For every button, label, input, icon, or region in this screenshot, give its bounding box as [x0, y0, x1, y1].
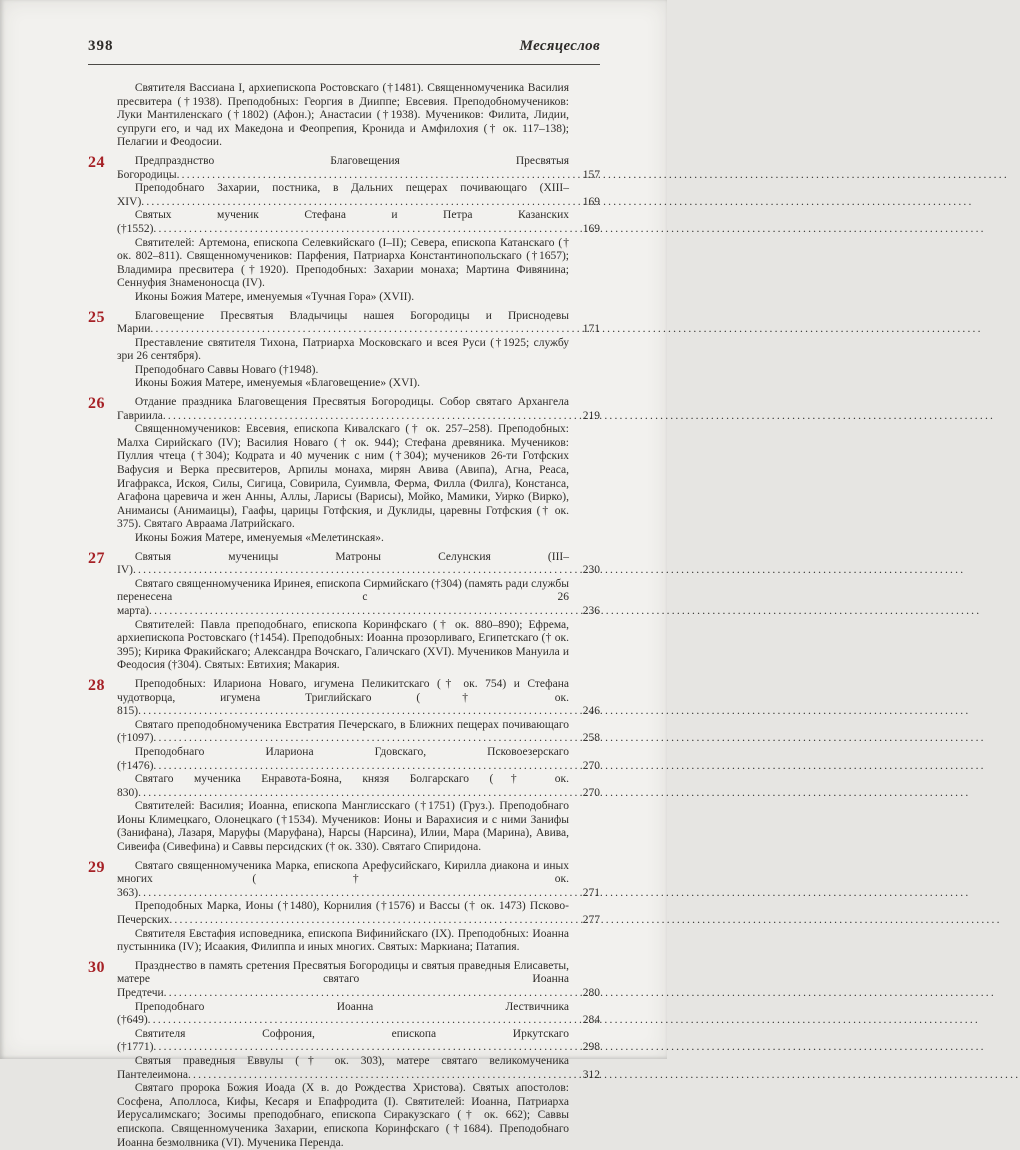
entry-text: Преподобнаго Захарии, постника, в Дальних пещерах почивающаго (XIII–XIV) .....	[117, 182, 569, 209]
entry-page-number: 171	[582, 323, 600, 336]
toc-entry	[117, 237, 600, 291]
toc-entry	[117, 1055, 600, 1082]
entry-text: Святаго священномученика Иринея, епископа Сирмийскаго (†304) (память ради службы перенесена с 26 марта) .....	[117, 578, 569, 619]
toc-entry	[117, 928, 600, 955]
toc-entry	[117, 719, 600, 746]
day-entries	[117, 82, 600, 150]
day-number: 28	[88, 676, 105, 694]
day-section	[88, 960, 600, 1150]
entry-page-number: 280	[582, 987, 600, 999]
entry-page-number: 312	[582, 1068, 600, 1081]
day-number: 30	[88, 958, 105, 976]
entry-page-number: 246	[582, 705, 600, 718]
day-entries	[117, 551, 600, 673]
day-number: 25	[88, 308, 105, 326]
day-section	[88, 678, 600, 855]
toc-entry	[117, 773, 600, 800]
toc-entry	[117, 310, 600, 337]
entry-page-number: 157	[582, 168, 600, 181]
entry-text: Святаго мученика Енравота-Бояна, князя Болгарскаго († ок. 830) .....	[117, 773, 569, 800]
day-entries	[117, 396, 600, 546]
day-section	[88, 396, 600, 546]
entry-page-number: 284	[582, 1014, 600, 1027]
toc-entry	[117, 155, 600, 182]
entry-page-number: 258	[582, 732, 600, 745]
day-section	[88, 155, 600, 305]
entry-text: Предпразднство Благовещения Пресвятыя Богородицы .....	[117, 155, 569, 182]
toc-entry	[117, 1028, 600, 1055]
toc-entry	[117, 291, 600, 305]
toc-entry	[117, 860, 600, 901]
toc-entry	[117, 578, 600, 619]
entry-text: Святыя праведныя Еввулы († ок. 303), матере святаго великомученика Пантелеимона .....	[117, 1055, 569, 1082]
folio-page-number: 398	[88, 38, 114, 54]
day-number: 29	[88, 858, 105, 876]
entry-text: Священномучеников: Евсевия, епископа Кивалскаго († ок. 257–258). Преподобных: Малха Сирийскаго (IV); Василия Новаго († ок. 944); Стефана древяника. Мучеников: Пуллия чтеца (†304); Кодрата и 40 мученик с ним (†304); мучеников 26-ти Готфских Вафусия и Верка пресвитеров, Арпилы монаха, мирян Авива (Авипа), Агна, Реаса, Игафракса, Искоя, Силы, Сигица, Совирила, Суимвла, Ферма, Филла (Филга), Констанса, Агафона царевича и жен Анны, Аллы, Ларисы (Варисы), Мойко, Мамики, Уирко (Вирко), Анимаисы (Анимаицы), Гаафы, царицы Готфския, и Дуклиды, царевны Готфския († ок. 375). Святаго Авраама Латрийскаго.	[117, 423, 569, 531]
entry-text: Преподобнаго Илариона Гдовскаго, Псковоезерскаго (†1476) .....	[117, 746, 569, 773]
entry-page-number: 169	[582, 195, 600, 208]
toc-entry	[117, 1001, 600, 1028]
entry-text: Святителя Софрония, епископа Иркутскаго (†1771) .....	[117, 1028, 569, 1055]
entry-text: Преподобнаго Саввы Новаго (†1948).	[134, 363, 319, 376]
toc-entry	[117, 423, 600, 532]
entry-page-number: 298	[582, 1041, 600, 1054]
day-number: 26	[88, 395, 105, 413]
entry-text: Иконы Божия Матере, именуемыя «Тучная Гора» (XVII).	[134, 290, 415, 303]
toc-entry	[117, 800, 600, 854]
toc-entry	[117, 182, 600, 209]
entry-text: Преподобных: Илариона Новаго, игумена Пеликитскаго († ок. 754) и Стефана чудотворца, игумена Триглийскаго († ок. 815) .....	[117, 678, 569, 719]
entry-text: Святаго пророка Божия Иоада (X в. до Рождества Христова). Святых апостолов: Сосфена, Аполлоса, Кифы, Кесаря и Епафродита (I). Святителей: Иоанна, Патриарха Иерусалимскаго; Зосимы преподобнаго, епископа Сиракузскаго († ок. 662); Саввы епископа. Священномученика Захарии, епископа Коринфскаго (†1684). Преподобнаго Иоанна безмолвника (VI). Мученика Перенда.	[117, 1082, 569, 1149]
entry-page-number: 230	[582, 564, 600, 577]
entry-text: Святителей: Артемона, епископа Селевкийскаго (I–II); Севера, епископа Катанскаго († ок. 802–811). Священномучеников: Парфения, Патриарха Константинопольскаго (†1657); Владимира пресвитера (†1920). Преподобных: Захарии монаха; Мартина Фивянина; Сеннуфия Знаменоносца (IV).	[117, 236, 569, 290]
day-entries	[117, 310, 600, 392]
toc-entry	[117, 82, 600, 150]
day-entries	[117, 860, 600, 955]
entry-text: Святаго преподобномученика Евстратия Печерскаго, в Ближних пещерах почивающаго (†1097) .....	[117, 719, 569, 746]
entry-page-number: 270	[582, 786, 600, 799]
toc-entry	[117, 532, 600, 546]
day-section	[88, 310, 600, 392]
day-entries	[117, 678, 600, 855]
running-title: Месяцеслов	[519, 38, 600, 54]
toc-entry	[117, 900, 600, 927]
day-section	[88, 551, 600, 673]
toc-content	[88, 82, 600, 1150]
toc-entry	[117, 551, 600, 578]
entry-page-number: 219	[582, 409, 600, 422]
entry-page-number: 270	[582, 759, 600, 772]
toc-entry	[117, 1082, 600, 1150]
entry-page-number: 271	[582, 886, 600, 899]
entry-text: Святителя Вассиана I, архиепископа Ростовскаго (†1481). Священномученика Василия пресвитера (†1938). Преподобных: Георгия в Дииппе; Евсевия. Преподобномучеников: Луки Мантиленскаго (†1802) (Афон.); Анастасии (†1938). Мучеников: Филита, Лидии, супруги его, и чад их Македона и Феопрепия, Кронида и Амфилохия († ок. 117–138); Пелагии и Феодосии.	[117, 82, 569, 149]
toc-entry	[117, 377, 600, 391]
entry-page-number: 277	[582, 914, 600, 927]
entry-text: Святыя мученицы Матроны Селунския (III–IV) .....	[117, 551, 569, 578]
entry-page-number: 169	[582, 222, 600, 235]
entry-text: Святых мученик Стефана и Петра Казанских (†1552) .....	[117, 209, 569, 236]
entry-text: Благовещение Пресвятыя Владычицы нашея Богородицы и Приснодевы Марии .....	[117, 310, 569, 337]
day-section	[88, 82, 600, 150]
entry-text: Святаго священномученика Марка, епископа Арефусийскаго, Кирилла диакона и иных многих († ок. 363) .....	[117, 860, 569, 901]
toc-entry	[117, 364, 600, 378]
toc-entry	[117, 337, 600, 364]
toc-entry	[117, 746, 600, 773]
toc-entry	[117, 960, 600, 1001]
header-rule	[88, 64, 600, 65]
entry-text: Святителей: Василия; Иоанна, епископа Манглисскаго (†1751) (Груз.). Преподобнаго Ионы Климецкаго, Олонецкаго (†1534). Мучеников: Ионы и Варахисия и с ними Занифы (Занифана), Лазаря, Маруфы (Маруфана), Нарсы (Нарсина), Илии, Мара (Марина), Авива, Сивеифа (Сивефина) и Саввы персидских († ок. 330). Святаго Спиридона.	[117, 800, 569, 854]
day-section	[88, 860, 600, 955]
entry-text: Святителя Евстафия исповедника, епископа Вифинийскаго (IX). Преподобных: Иоанна пустынника (IV); Исаакия, Филиппа и иных многих. Святых: Маркиана; Патапия.	[117, 927, 569, 954]
entry-text: Святителей: Павла преподобнаго, епископа Коринфскаго († ок. 880–890); Ефрема, архиепископа Ростовскаго (†1454). Преподобных: Иоанна прозорливаго, Египетскаго († ок. 395); Кирика Фракийскаго; Александра Вочскаго, Галичскаго (XVI). Мучеников Мануила и Феодосия (†304). Святых: Евтихия; Макария.	[117, 618, 569, 672]
entry-text: Иконы Божия Матере, именуемыя «Мелетинская».	[134, 532, 384, 544]
entry-text: Празднество в память сретения Пресвятыя Богородицы и святыя праведныя Елисаветы, матере святаго Иоанна Предтечи .....	[117, 960, 569, 1001]
day-number	[88, 82, 117, 150]
toc-entry	[117, 678, 600, 719]
toc-entry	[117, 396, 600, 423]
entry-text: Преставление святителя Тихона, Патриарха Московскаго и всея Руси (†1925; службу зри 26 сентября).	[117, 336, 569, 363]
page-header	[88, 38, 600, 55]
entry-text: Отдание праздника Благовещения Пресвятыя Богородицы. Собор святаго Архангела Гавриила .....	[117, 396, 569, 423]
toc-entry	[117, 619, 600, 673]
toc-entry	[117, 209, 600, 236]
entry-text: Преподобных Марка, Ионы (†1480), Корнилия (†1576) и Вассы († ок. 1473) Псково-Печерских .....	[117, 900, 569, 927]
entry-page-number: 236	[582, 604, 600, 617]
day-entries	[117, 960, 600, 1150]
entry-text: Преподобнаго Иоанна Лествичника (†649) .....	[117, 1001, 569, 1028]
day-number: 24	[88, 153, 105, 171]
day-number: 27	[88, 549, 105, 567]
entry-text: Иконы Божия Матере, именуемыя «Благовещение» (XVI).	[134, 377, 420, 390]
day-entries	[117, 155, 600, 305]
